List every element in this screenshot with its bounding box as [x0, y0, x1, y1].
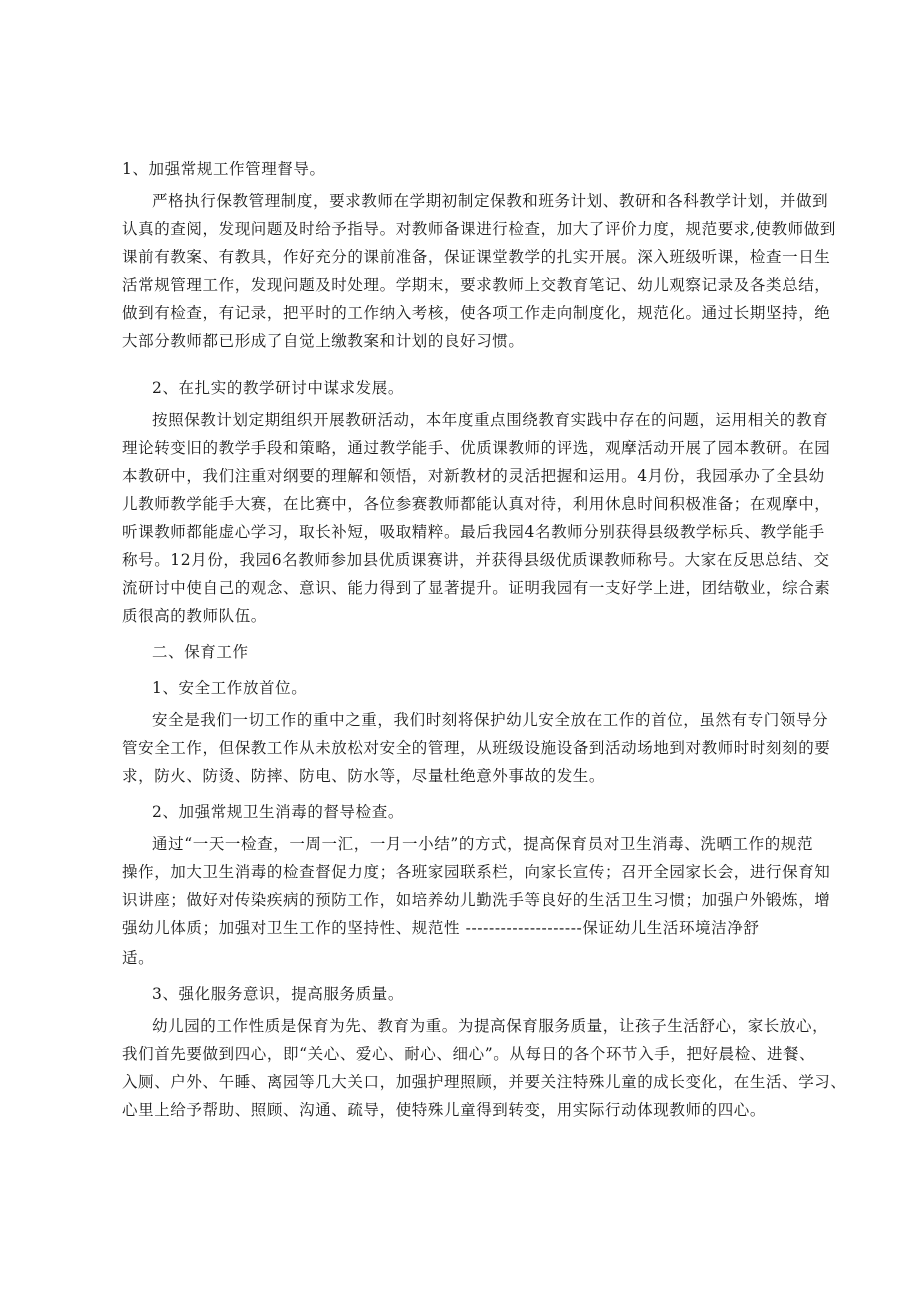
paragraph-line: 适。 — [122, 949, 155, 967]
heading-2-3: 3、强化服务意识，提高服务质量。 — [152, 985, 404, 1003]
paragraph-line: 识讲座；做好对传染疾病的预防工作，如培养幼儿勤洗手等良好的生活卫生习惯；加强户外锻炼，增 — [122, 891, 831, 909]
heading-2-2: 2、加强常规卫生消毒的督导检查。 — [152, 803, 404, 821]
section-heading-childcare: 二、保育工作 — [152, 643, 249, 661]
paragraph-line: 严格执行保教管理制度，要求教师在学期初制定保教和班务计划、教研和各科教学计划，并做到 — [152, 192, 829, 210]
paragraph-line: 儿教师教学能手大赛，在比赛中，各位参赛教师都能认真对待，利用休息时间积极准备；在观摩中， — [122, 495, 831, 513]
paragraph-line: 我们首先要做到四心，即“关心、爱心、耐心、细心”。从每日的各个环节入手，把好晨检、进餐、 — [122, 1045, 816, 1063]
paragraph-line: 课前有教案、有教具，作好充分的课前准备，保证课堂教学的扎实开展。深入班级听课，检查一日生 — [122, 248, 831, 266]
paragraph-line: 做到有检查，有记录，把平时的工作纳入考核，使各项工作走向制度化，规范化。通过长期坚持，绝 — [122, 304, 831, 322]
paragraph-line: 管安全工作，但保教工作从未放松对安全的管理，从班级设施设备到活动场地到对教师时时刻刻的要 — [122, 739, 831, 757]
paragraph-line: 心里上给予帮助、照顾、沟通、疏导，使特殊儿童得到转变，用实际行动体现教师的四心。 — [122, 1101, 767, 1119]
paragraph-line: 操作，加大卫生消毒的检查督促力度；各班家园联系栏，向家长宣传；召开全园家长会，进行保育知 — [122, 863, 831, 881]
paragraph-line: 活常规管理工作，发现问题及时处理。学期末，要求教师上交教育笔记、幼儿观察记录及各类总结， — [122, 276, 831, 294]
paragraph-line: 幼儿园的工作性质是保育为先、教育为重。为提高保育服务质量，让孩子生活舒心，家长放心， — [152, 1017, 829, 1035]
heading-1-1: 1、加强常规工作管理督导。 — [122, 160, 326, 178]
paragraph-line: 质很高的教师队伍。 — [122, 607, 267, 625]
paragraph-line: 大部分教师都已形成了自觉上缴教案和计划的良好习惯。 — [122, 332, 525, 350]
heading-2-1: 1、安全工作放首位。 — [152, 679, 308, 697]
paragraph-line: 强幼儿体质；加强对卫生工作的坚持性、规范性 --------------------保证幼儿生活环境洁净舒 — [122, 919, 760, 937]
paragraph-line: 按照保教计划定期组织开展教研活动，本年度重点围绕教育实践中存在的问题，运用相关的教育 — [152, 411, 829, 429]
heading-1-2: 2、在扎实的教学研讨中谋求发展。 — [152, 379, 404, 397]
paragraph-line: 认真的查阅，发现问题及时给予指导。对教师备课进行检查，加大了评价力度，规范要求,使教师做到 — [122, 220, 836, 238]
paragraph-line: 理论转变旧的教学手段和策略，通过教学能手、优质课教师的评选，观摩活动开展了园本教研。在园 — [122, 439, 831, 457]
paragraph-line: 听课教师都能虚心学习，取长补短，吸取精粹。最后我园4名教师分别获得县级教学标兵、教学能手 — [122, 523, 825, 541]
paragraph-line: 本教研中，我们注重对纲要的理解和领悟，对新教材的灵活把握和运用。4月份，我园承办了全县幼 — [122, 467, 825, 485]
paragraph-line: 流研讨中使自己的观念、意识、能力得到了显著提升。证明我园有一支好学上进，团结敬业，综合素 — [122, 579, 831, 597]
paragraph-line: 通过“一天一检查，一周一汇，一月一小结”的方式，提高保育员对卫生消毒、洗晒工作的规范 — [152, 835, 814, 853]
paragraph-line: 入厕、户外、午睡、离园等几大关口，加强护理照顾，并要关注特殊儿童的成长变化，在生活、学习、 — [122, 1073, 847, 1091]
paragraph-line: 安全是我们一切工作的重中之重，我们时刻将保护幼儿安全放在工作的首位，虽然有专门领导分 — [152, 711, 829, 729]
paragraph-line: 求，防火、防烫、防摔、防电、防水等，尽量杜绝意外事故的发生。 — [122, 767, 606, 785]
paragraph-line: 称号。12月份，我园6名教师参加县优质课赛讲，并获得县级优质课教师称号。大家在反思总结、交 — [122, 551, 830, 569]
